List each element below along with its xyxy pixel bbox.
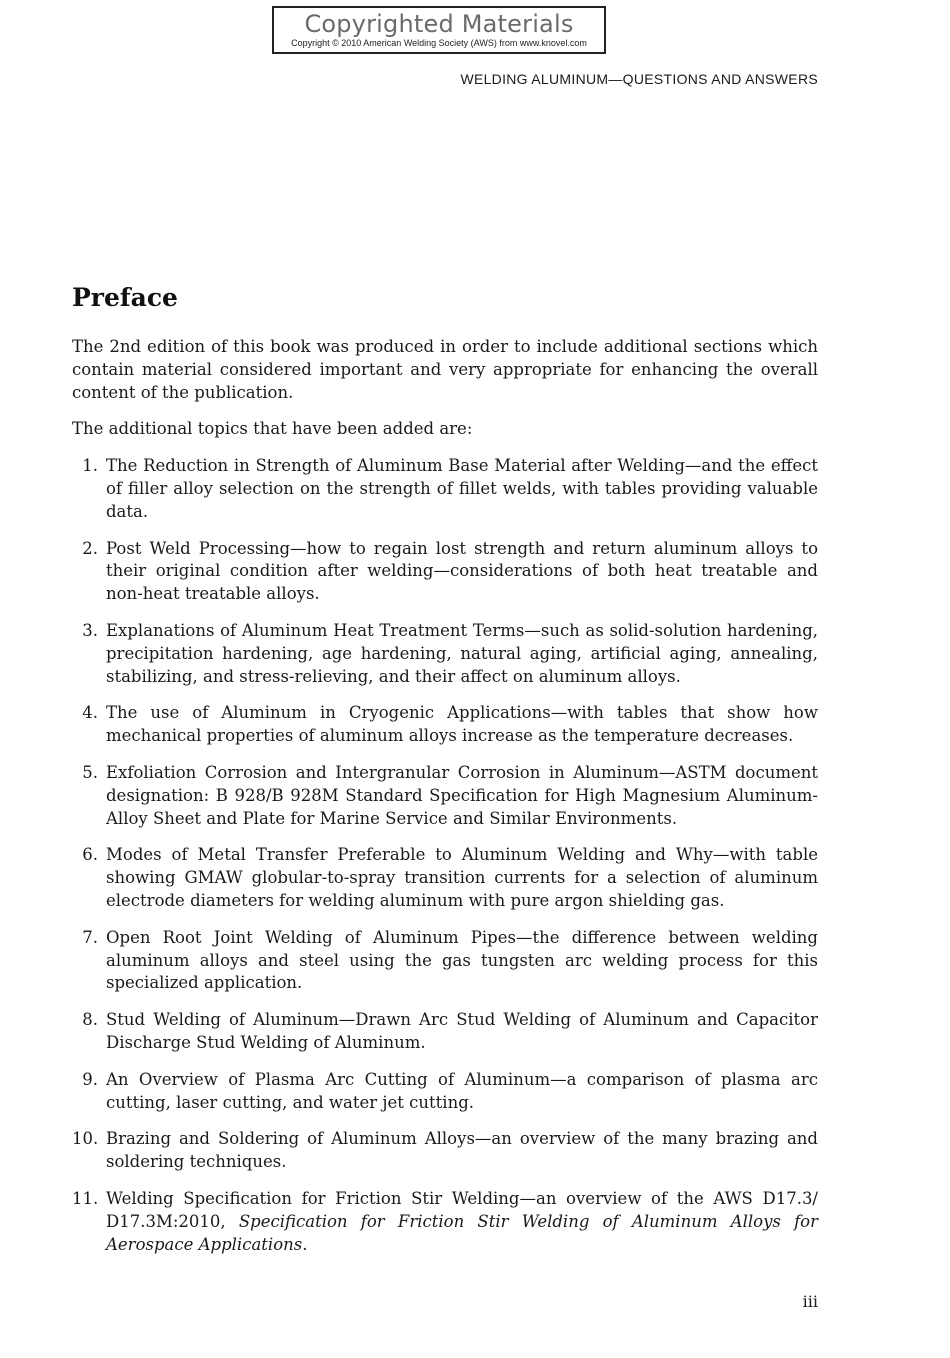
stamp-title: Copyrighted Materials (304, 10, 574, 38)
list-item (72, 927, 818, 995)
list-text: Open Root Joint Welding of Aluminum Pipes—the difference between welding aluminum alloys and steel using the gas tungsten arc welding process for this specialized application. (106, 927, 818, 993)
list-text: Brazing and Soldering of Aluminum Alloys—an overview of the many brazing and soldering techniques. (106, 1129, 818, 1172)
topics-list (72, 455, 818, 1256)
list-item (72, 762, 818, 830)
list-number: 3. (82, 620, 98, 640)
list-text: Post Weld Processing—how to regain lost strength and return aluminum alloys to their original condition after welding—considerations of both heat treatable and non-heat treatable alloys. (106, 538, 818, 604)
list-text (106, 1189, 818, 1254)
list-number: 7. (82, 927, 98, 947)
list-number: 1. (82, 456, 98, 476)
list-item (72, 1069, 818, 1115)
preface-body (72, 336, 818, 1270)
list-number: 5. (82, 762, 98, 782)
list-number: 11. (72, 1188, 99, 1208)
list-number: 2. (82, 538, 98, 558)
list-item (72, 538, 818, 606)
intro-paragraph: The 2nd edition of this book was produced in order to include additional sections which contain material considered important and very appropriate for enhancing the overall content of the publication. (72, 337, 818, 402)
specification-title: Specification for Friction Stir Welding of Aluminum Alloys for Aerospace Applications (106, 1211, 818, 1254)
list-item (72, 844, 818, 912)
list-text: The Reduction in Strength of Aluminum Base Material after Welding—and the effect of filler alloy selection on the strength of fillet welds, with tables providing valuable data. (106, 456, 818, 521)
running-head: WELDING ALUMINUM—QUESTIONS AND ANSWERS (460, 71, 818, 87)
list-item (72, 1128, 818, 1174)
page-number: iii (802, 1292, 818, 1311)
list-text: Stud Welding of Aluminum—Drawn Arc Stud Welding of Aluminum and Capacitor Discharge Stud Welding of Aluminum. (106, 1010, 818, 1052)
list-number: 9. (82, 1069, 98, 1089)
list-item (72, 1009, 818, 1055)
list-number: 8. (82, 1010, 98, 1030)
list-text: Exfoliation Corrosion and Intergranular Corrosion in Aluminum—ASTM document designation: B 928/B 928M Standard Specification for High Magnesium Aluminum-Alloy Sheet and Plate for Marine Service and Similar Environments. (106, 762, 818, 828)
lead-paragraph: The additional topics that have been added are: (72, 419, 473, 439)
list-text: Modes of Metal Transfer Preferable to Aluminum Welding and Why—with table showing GMAW globular-to-spray transition currents for a selection of aluminum electrode diameters for welding aluminum with pure argon shielding gas. (106, 845, 818, 910)
page-title: Preface (72, 283, 178, 312)
list-number: 10. (72, 1129, 99, 1149)
list-item (72, 702, 818, 748)
list-text: Explanations of Aluminum Heat Treatment Terms—such as solid-solution hardening, precipitation hardening, age hardening, natural aging, artificial aging, annealing, stabilizing, and stress-relieving, and their affect on aluminum alloys. (106, 620, 818, 686)
list-item (72, 620, 818, 688)
list-number: 6. (82, 845, 98, 865)
copyright-stamp (272, 6, 606, 54)
stamp-subtitle: Copyright © 2010 American Welding Society (AWS) from www.knovel.com (291, 38, 587, 48)
list-text-before: Welding Specification for Friction Stir Welding—an overview of the AWS D17.3/ D17.3M:2010, (106, 1188, 818, 1231)
list-text: An Overview of Plasma Arc Cutting of Aluminum—a comparison of plasma arc cutting, laser cutting, and water jet cutting. (106, 1069, 818, 1112)
list-item (72, 1188, 818, 1256)
list-text-after: . (302, 1234, 308, 1254)
list-number: 4. (82, 703, 98, 723)
list-text: The use of Aluminum in Cryogenic Applications—with tables that show how mechanical properties of aluminum alloys increase as the temperature decreases. (106, 703, 818, 746)
list-item (72, 455, 818, 523)
